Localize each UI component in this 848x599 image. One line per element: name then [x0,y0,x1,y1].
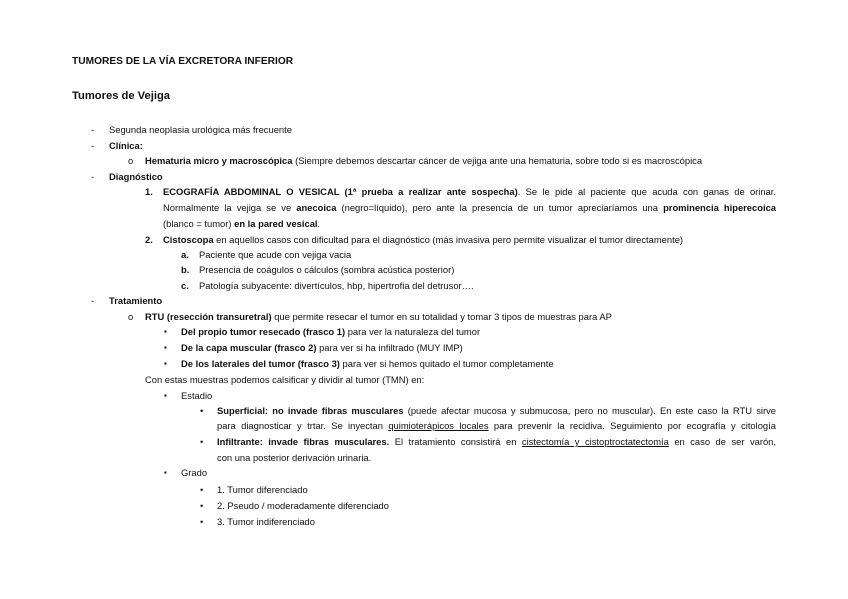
list-item-frasco-3: De los laterales del tumor (frasco 3) para ver si hemos quitado el tumor completamente [181,358,554,369]
number-2: 2. [145,234,153,245]
list-item-infiltrante: Infiltrante: invade fibras musculares. El tratamiento consistirá en cistectomía y cistoptroctatectomía en caso de ser varón, [217,436,777,447]
dash-bullet: - [91,124,95,135]
section-title: Tumores de Vejiga [72,90,171,102]
list-item-infiltrante-line2: con una posterior derivación urinaria. [217,452,372,463]
list-item-frasco-1: Del propio tumor resecado (frasco 1) para ver la naturaleza del tumor [181,326,481,337]
square-bullet: ▪ [164,327,167,336]
list-item-ecografia: ECOGRAFÍA ABDOMINAL O VESICAL (1ª prueba a realizar ante sospecha). Se le pide al paciente que acuda con ganas de orinar. [163,186,777,197]
list-item-grado-3: 3. Tumor indiferenciado [217,516,315,527]
diagnostico-heading: Diagnóstico [109,171,163,182]
list-item-ecografia-line3: (blanco = tumor) en la pared vesical. [163,218,321,229]
letter-c: c. [181,280,189,291]
list-item-grado-2: 2. Pseudo / moderadamente diferenciado [217,500,389,511]
square-bullet: ▪ [164,343,167,352]
dot-bullet: • [200,516,204,527]
circle-bullet: o [128,311,134,322]
list-item-rtu: RTU (resección transuretral) que permite resecar el tumor en su totalidad y tomar 3 tipos de muestras para AP [145,311,612,322]
tratamiento-heading: Tratamiento [109,295,163,306]
list-item-grado-1: 1. Tumor diferenciado [217,484,308,495]
sub-item-a: Paciente que acude con vejiga vacia [199,249,352,260]
page-title: TUMORES DE LA VÍA EXCRETORA INFERIOR [72,56,294,67]
list-item-frasco-2: De la capa muscular (frasco 2) para ver si ha infiltrado (MUY IMP) [181,342,463,353]
dash-bullet: - [91,140,95,151]
dash-bullet: - [91,295,95,306]
number-1: 1. [145,186,153,197]
square-bullet: ▪ [164,391,167,400]
dash-bullet: - [91,171,95,182]
clinica-heading: Clínica: [109,140,143,151]
list-item-superficial: Superficial: no invade fibras musculares (puede afectar mucosa y submucosa, pero no muscular). En este caso la RTU sirve [217,405,776,416]
list-item-ecografia-line2: Normalmente la vejiga se ve anecoica (negro=líquido), pero ante la presencia de un tumor apreciaríamos una prominencia hiperecoica [163,202,776,213]
paragraph-muestras: Con estas muestras podemos calsificar y dividir al tumor (TMN) en: [145,374,425,385]
square-bullet: ▪ [164,359,167,368]
sub-item-c: Patología subyacente: divertículos, hbp, hipertrofia del detrusor…. [199,280,474,291]
square-bullet: ▪ [164,468,167,477]
list-item-hematuria: Hematuria micro y macroscópica (Siempre debemos descartar cáncer de vejiga ante una hematuria, sobre todo si es macroscópica [145,155,703,166]
letter-b: b. [181,264,190,275]
sub-item-b: Presencia de coágulos o cálculos (sombra acústica posterior) [199,264,455,275]
list-item-grado: Grado [181,467,208,478]
dot-bullet: • [200,500,204,511]
list-item-segunda: Segunda neoplasia urológica más frecuente [109,124,292,135]
list-item-cistoscopia: Cistoscopa en aquellos casos con dificultad para el diagnóstico (más invasiva pero permite visualizar el tumor directamente) [163,234,684,245]
letter-a: a. [181,249,189,260]
dot-bullet: • [200,484,204,495]
dot-bullet: • [200,436,204,447]
dot-bullet: • [200,405,204,416]
list-item-superficial-line2: para diagnosticar y trtar. Se inyectan quimioterápicos locales para prevenir la recidiva. Seguimiento por ecografía y citología [217,420,776,431]
list-item-estadio: Estadio [181,390,213,401]
circle-bullet: o [128,155,134,166]
